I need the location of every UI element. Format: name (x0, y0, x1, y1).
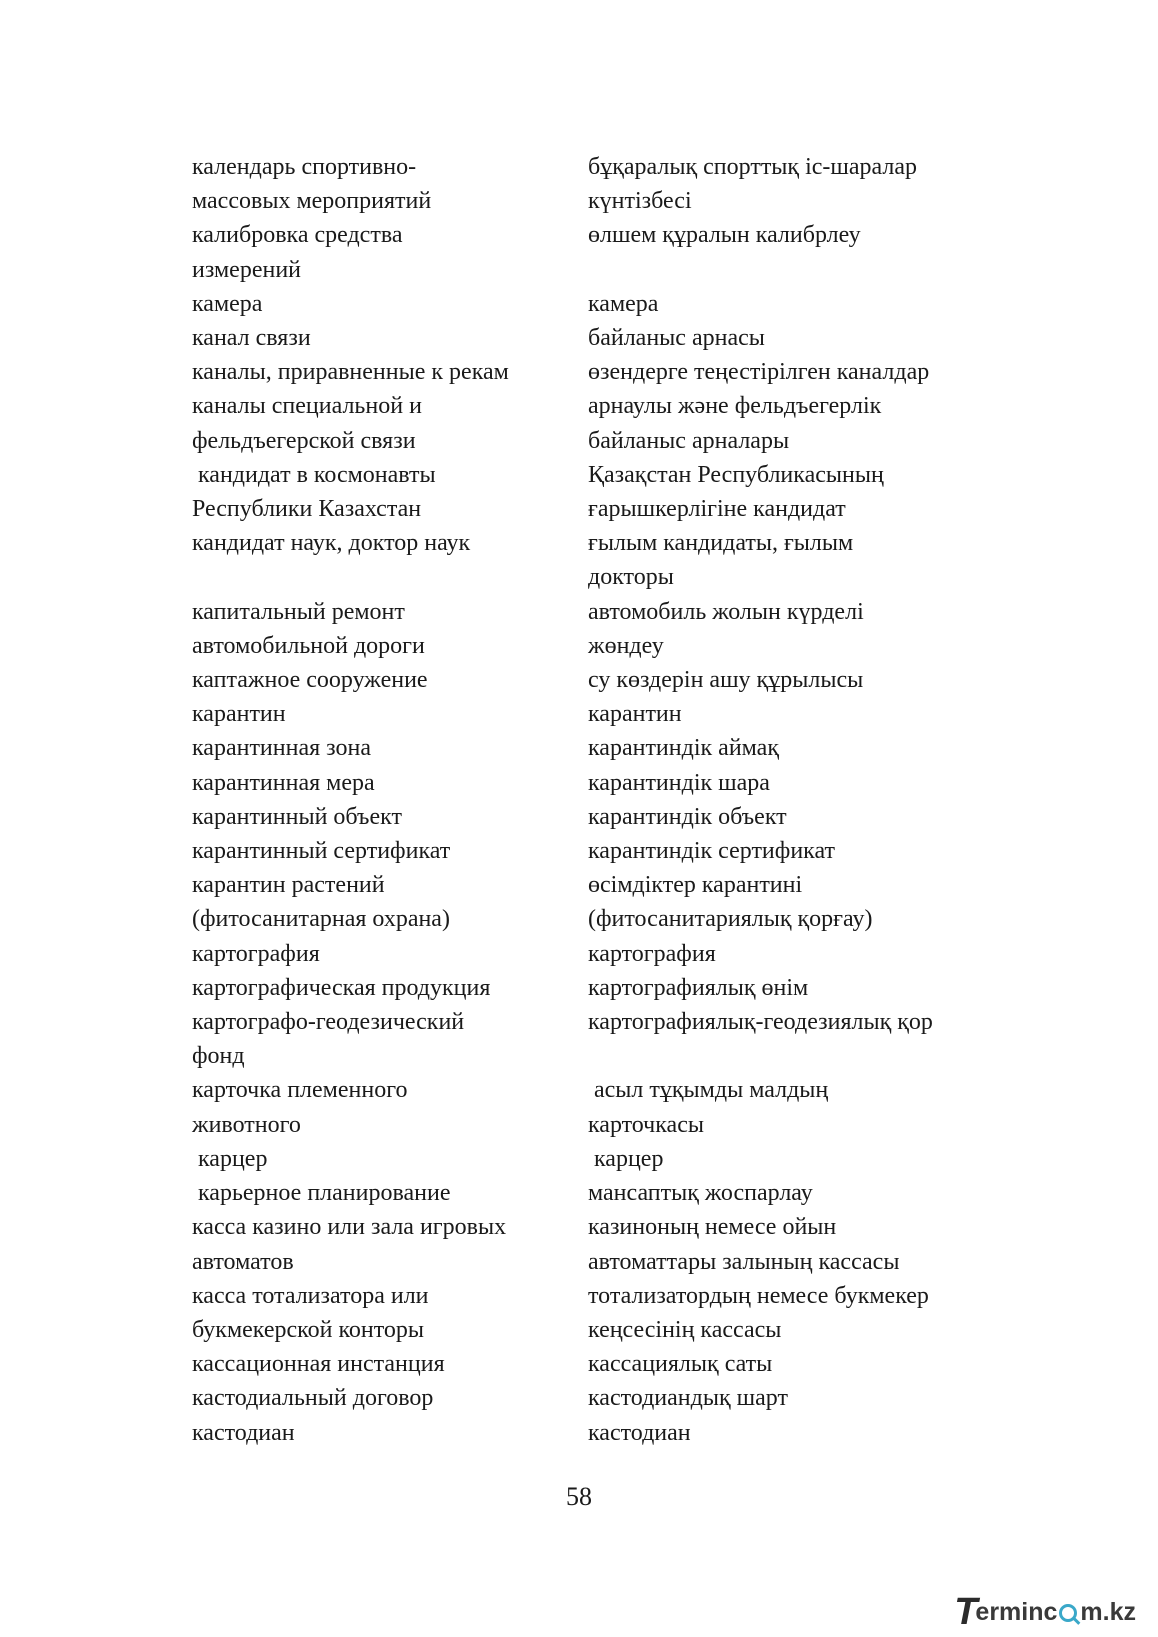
glossary-entry (0, 287, 1158, 321)
glossary-entry (0, 1210, 1158, 1278)
term-russian-line: животного (192, 1111, 301, 1138)
term-kazakh (588, 731, 1008, 765)
term-kazakh-line: жөндеу (588, 632, 664, 659)
magnifier-icon (1059, 1604, 1077, 1622)
glossary-entry (0, 1142, 1158, 1176)
term-kazakh-line: (фитосанитариялық қорғау) (588, 906, 873, 933)
term-kazakh (588, 595, 1008, 663)
term-russian-line: капитальный ремонт (192, 598, 405, 625)
glossary-entry (0, 1073, 1158, 1141)
glossary-entry (0, 766, 1158, 800)
term-russian-line: калибровка средства (192, 222, 403, 249)
glossary-entry (0, 800, 1158, 834)
term-russian (192, 1210, 588, 1278)
term-kazakh (588, 663, 1008, 697)
term-kazakh-line: тотализатордың немесе букмекер (588, 1282, 929, 1309)
term-russian-line (192, 560, 588, 594)
glossary-entry (0, 458, 1158, 526)
term-russian (192, 971, 588, 1005)
term-russian-line: карьерное планирование (192, 1180, 451, 1207)
term-russian (192, 458, 588, 526)
term-kazakh-line: өсімдіктер карантині (588, 872, 803, 899)
term-russian (192, 834, 588, 868)
glossary-entry (0, 526, 1158, 594)
page-number: 58 (566, 1482, 592, 1511)
glossary-entry (0, 937, 1158, 971)
glossary-entry (0, 971, 1158, 1005)
term-russian-line: каналы специальной и (192, 393, 422, 420)
term-kazakh-line: картографиялық өнім (588, 974, 809, 1001)
term-russian (192, 526, 588, 594)
term-russian (192, 1381, 588, 1415)
term-russian (192, 389, 588, 457)
term-russian (192, 766, 588, 800)
term-kazakh-line: автомобиль жолын күрделі (588, 598, 864, 625)
term-russian (192, 1073, 588, 1141)
term-kazakh (588, 697, 1008, 731)
term-kazakh (588, 321, 1008, 355)
term-russian (192, 731, 588, 765)
term-kazakh-line: Қазақстан Республикасының (588, 461, 884, 488)
term-kazakh-line: кассациялық саты (588, 1351, 773, 1378)
term-russian-line: каналы, приравненные к рекам (192, 359, 509, 386)
term-kazakh-line: картографиялық-геодезиялық қор (588, 1009, 933, 1036)
term-russian-line: фельдъегерской связи (192, 427, 416, 454)
term-kazakh-line: казиноның немесе ойын (588, 1214, 837, 1241)
term-russian-line: кандидат в космонавты (192, 461, 436, 488)
term-russian (192, 1142, 588, 1176)
glossary-entry (0, 321, 1158, 355)
term-russian-line: каптажное сооружение (192, 667, 428, 694)
term-russian-line: карантинная мера (192, 769, 375, 796)
term-russian (192, 800, 588, 834)
term-russian (192, 595, 588, 663)
term-russian (192, 321, 588, 355)
term-russian-line: касса тотализатора или (192, 1282, 429, 1309)
logo-text-middle: erminc (975, 1598, 1058, 1626)
term-kazakh-line: кастодиан (588, 1419, 691, 1446)
term-kazakh (588, 971, 1008, 1005)
term-russian-line: календарь спортивно- (192, 154, 417, 180)
termincom-logo (954, 1591, 1136, 1634)
term-russian-line: карантинный объект (192, 803, 402, 830)
term-kazakh-line: карточкасы (588, 1111, 704, 1138)
term-kazakh (588, 389, 1008, 457)
term-russian (192, 355, 588, 389)
term-russian-line: кассационная инстанция (192, 1351, 445, 1378)
term-kazakh (588, 1142, 1008, 1176)
term-russian-line: кандидат наук, доктор наук (192, 530, 471, 557)
term-russian-line: карантинная зона (192, 735, 371, 762)
term-kazakh-line: карцер (588, 1145, 664, 1172)
term-russian (192, 150, 588, 218)
term-kazakh-line: күнтізбесі (588, 188, 692, 215)
term-russian-line: (фитосанитарная охрана) (192, 906, 450, 933)
term-kazakh (588, 800, 1008, 834)
term-russian (192, 287, 588, 321)
term-kazakh (588, 1416, 1008, 1450)
term-kazakh-line: карантин (588, 701, 682, 728)
term-russian (192, 1176, 588, 1210)
term-kazakh (588, 834, 1008, 868)
term-kazakh-line (588, 253, 1008, 287)
term-kazakh (588, 355, 1008, 389)
term-kazakh (588, 1210, 1008, 1278)
glossary-entry (0, 1176, 1158, 1210)
term-kazakh-line: ғылым кандидаты, ғылым (588, 530, 854, 557)
term-kazakh (588, 150, 1008, 218)
term-russian-line: карантин растений (192, 872, 385, 899)
glossary-entry (0, 1347, 1158, 1381)
term-russian (192, 868, 588, 936)
glossary-entry (0, 834, 1158, 868)
term-kazakh-line: ғарышкерлігіне кандидат (588, 496, 846, 523)
term-kazakh-line: байланыс арнасы (588, 325, 765, 352)
term-russian-line: карантин (192, 701, 286, 728)
term-russian-line: Республики Казахстан (192, 496, 422, 523)
glossary-entry (0, 1005, 1158, 1073)
term-kazakh-line: автоматтары залының кассасы (588, 1248, 900, 1275)
term-kazakh (588, 766, 1008, 800)
term-kazakh (588, 1347, 1008, 1381)
term-kazakh-line: өлшем құралын калибрлеу (588, 222, 861, 249)
term-russian-line: массовых мероприятий (192, 188, 432, 215)
glossary-entry (0, 731, 1158, 765)
term-russian-line: автомобильной дороги (192, 632, 425, 659)
term-russian (192, 1279, 588, 1347)
term-russian (192, 1347, 588, 1381)
term-kazakh-line: картография (588, 940, 716, 967)
term-russian (192, 1416, 588, 1450)
term-kazakh (588, 1005, 1008, 1073)
term-kazakh (588, 1073, 1008, 1141)
glossary-entry (0, 663, 1158, 697)
glossary-entry (0, 150, 1158, 218)
glossary-entry (0, 868, 1158, 936)
glossary-entry (0, 1279, 1158, 1347)
term-russian-line: карантинный сертификат (192, 838, 451, 865)
term-russian-line: карцер (192, 1145, 268, 1172)
term-kazakh-line: арнаулы және фельдъегерлік (588, 393, 882, 420)
glossary-entry (0, 355, 1158, 389)
term-kazakh-line (588, 1039, 1008, 1073)
term-russian-line: измерений (192, 256, 302, 283)
term-kazakh (588, 937, 1008, 971)
term-kazakh (588, 458, 1008, 526)
glossary-entry (0, 1381, 1158, 1415)
term-russian (192, 663, 588, 697)
term-russian (192, 1005, 588, 1073)
glossary-entry (0, 595, 1158, 663)
glossary-entry (0, 697, 1158, 731)
term-russian (192, 937, 588, 971)
term-kazakh (588, 1381, 1008, 1415)
term-kazakh (588, 287, 1008, 321)
term-kazakh-line: камера (588, 290, 659, 317)
term-russian-line: картография (192, 940, 320, 967)
term-russian-line: букмекерской конторы (192, 1316, 425, 1343)
term-kazakh-line: су көздерін ашу құрылысы (588, 667, 864, 694)
term-kazakh-line: карантиндік аймақ (588, 735, 779, 762)
term-kazakh-line: байланыс арналары (588, 427, 790, 454)
term-kazakh-line: карантиндік шара (588, 769, 770, 796)
term-kazakh (588, 1176, 1008, 1210)
term-kazakh-line: докторы (588, 564, 674, 591)
logo-text-end: m.kz (1080, 1598, 1136, 1626)
term-kazakh (588, 1279, 1008, 1347)
term-russian (192, 218, 588, 286)
term-kazakh-line: асыл тұқымды малдың (588, 1077, 829, 1104)
term-kazakh-line: өзендерге теңестірілген каналдар (588, 359, 930, 386)
term-russian (192, 697, 588, 731)
term-kazakh-line: кеңсесінің кассасы (588, 1316, 782, 1343)
logo-letter-t: T (954, 1591, 978, 1633)
term-kazakh-line: мансаптық жоспарлау (588, 1180, 813, 1207)
term-russian-line: карточка племенного (192, 1077, 408, 1104)
term-kazakh-line: карантиндік объект (588, 803, 787, 830)
glossary-entry (0, 389, 1158, 457)
term-russian-line: канал связи (192, 325, 311, 352)
term-kazakh-line: кастодиандық шарт (588, 1385, 788, 1412)
term-russian-line: касса казино или зала игровых (192, 1214, 507, 1241)
term-kazakh (588, 526, 1008, 594)
glossary-entry (0, 218, 1158, 286)
term-russian-line: фонд (192, 1043, 245, 1070)
term-russian-line: камера (192, 290, 263, 317)
term-kazakh (588, 868, 1008, 936)
term-kazakh-line: бұқаралық спорттық іс-шаралар (588, 154, 918, 180)
term-kazakh (588, 218, 1008, 286)
term-kazakh-line: карантиндік сертификат (588, 838, 835, 865)
glossary-entry (0, 1416, 1158, 1450)
term-russian-line: картографо-геодезический (192, 1009, 465, 1036)
glossary-entries (0, 150, 1158, 1450)
term-russian-line: кастодиан (192, 1419, 295, 1446)
term-russian-line: картографическая продукция (192, 974, 491, 1001)
term-russian-line: кастодиальный договор (192, 1385, 434, 1412)
term-russian-line: автоматов (192, 1248, 294, 1275)
